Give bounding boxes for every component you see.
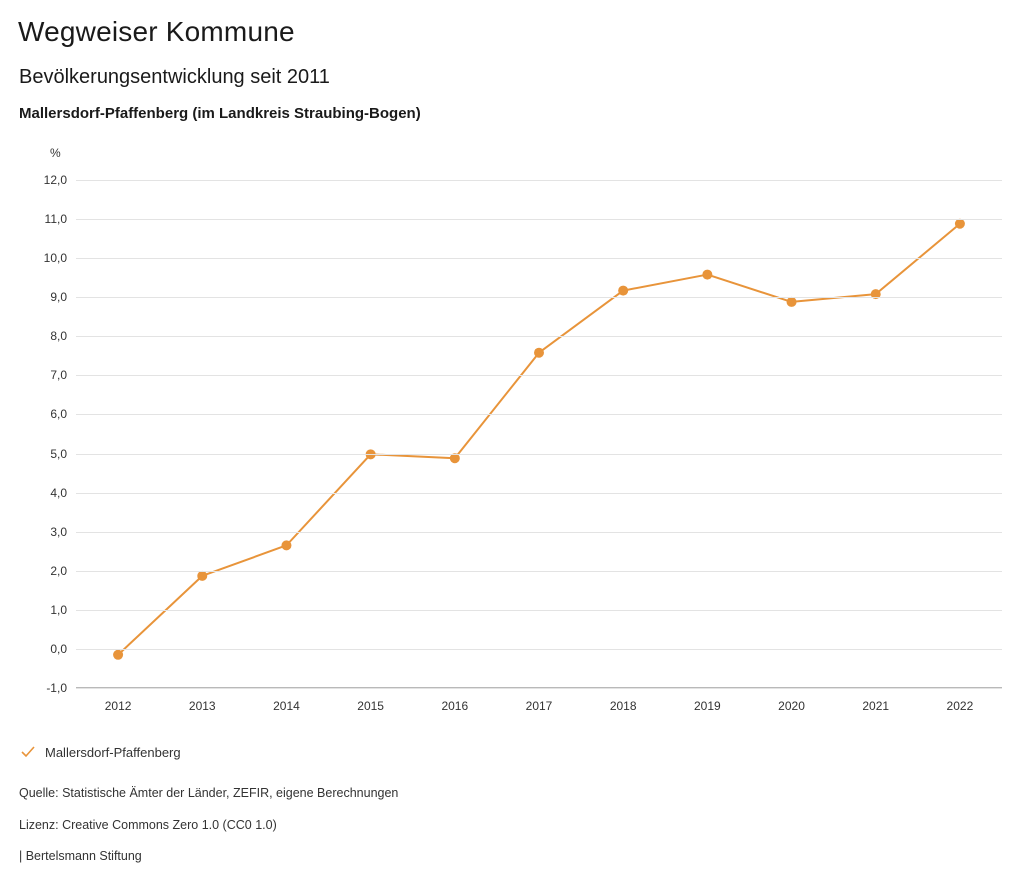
x-axis-tick-label: 2013 (188, 699, 216, 713)
y-axis-tick-label: 1,0 (50, 602, 67, 617)
legend-label: Mallersdorf-Pfaffenberg (45, 744, 181, 760)
plot-area (43, 173, 1002, 713)
footnote-license: Lizenz: Creative Commons Zero 1.0 (CC0 1.0) (19, 818, 277, 832)
y-axis-tick-label: 3,0 (50, 524, 67, 539)
data-point-marker[interactable] (787, 297, 797, 307)
gridline (76, 180, 1002, 181)
footnote-source: Quelle: Statistische Ämter der Länder, ZEFIR, eigene Berechnungen (19, 786, 399, 800)
x-axis-tick-label: 2014 (273, 699, 300, 713)
x-axis-tick-label: 2021 (862, 699, 890, 713)
x-axis-tick-label: 2017 (525, 699, 553, 713)
y-axis-tick-label: 9,0 (50, 290, 67, 305)
y-axis-tick-label: 6,0 (50, 407, 67, 422)
data-point-marker[interactable] (534, 348, 544, 358)
gridline (76, 493, 1002, 494)
chart-region-label: Mallersdorf-Pfaffenberg (im Landkreis Straubing-Bogen) (19, 105, 421, 122)
gridline (76, 375, 1002, 376)
x-axis-tick-label: 2016 (441, 699, 469, 713)
y-axis-tick-label: 11,0 (44, 212, 67, 227)
gridline (76, 219, 1002, 220)
footnote-publisher: | Bertelsmann Stiftung (19, 849, 142, 863)
chart-subtitle: Bevölkerungsentwicklung seit 2011 (19, 66, 330, 88)
data-point-marker[interactable] (618, 286, 628, 296)
gridline (76, 336, 1002, 337)
y-axis-tick-label: 0,0 (50, 641, 67, 656)
data-point-marker[interactable] (450, 453, 460, 463)
gridline (76, 297, 1002, 298)
legend[interactable] (20, 744, 181, 760)
y-axis-tick-label: 7,0 (50, 368, 67, 383)
series-line-mallersdorf-pfaffenberg (76, 180, 1002, 688)
data-point-marker[interactable] (702, 270, 712, 280)
y-axis-tick-label: 4,0 (50, 485, 67, 500)
y-axis-unit: % (50, 146, 61, 160)
data-point-marker[interactable] (197, 571, 207, 581)
gridline (76, 532, 1002, 533)
gridline (76, 571, 1002, 572)
data-point-marker[interactable] (281, 540, 291, 550)
x-axis-tick-label: 2018 (609, 699, 637, 713)
gridline (76, 688, 1002, 689)
gridline (76, 610, 1002, 611)
check-icon (20, 744, 36, 760)
data-point-marker[interactable] (113, 650, 123, 660)
y-axis-tick-label: 12,0 (43, 173, 67, 187)
y-axis-tick-label: 8,0 (50, 329, 67, 344)
x-axis-tick-label: 2019 (694, 699, 721, 713)
x-axis-tick-label: 2020 (778, 699, 805, 713)
gridline (76, 649, 1002, 650)
data-point-marker[interactable] (955, 219, 965, 229)
x-axis-tick-label: 2012 (104, 699, 132, 713)
x-axis-tick-label: 2022 (946, 699, 974, 713)
y-axis-tick-label: 2,0 (50, 563, 67, 578)
page-title: Wegweiser Kommune (18, 16, 295, 47)
y-axis-tick-label: 10,0 (43, 251, 67, 266)
x-axis-tick-label: 2015 (357, 699, 384, 713)
y-axis-tick-label: 5,0 (50, 446, 67, 461)
gridline (76, 258, 1002, 259)
gridline (76, 414, 1002, 415)
y-axis-tick-label: -1,0 (46, 681, 67, 695)
gridline (76, 454, 1002, 455)
